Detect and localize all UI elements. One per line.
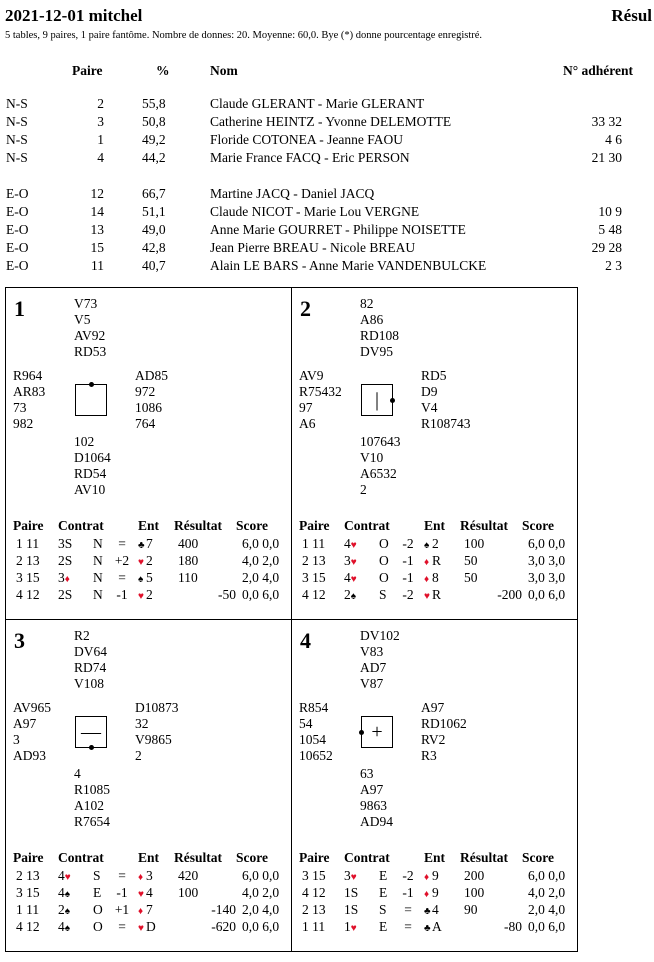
results-header-ent: Ent (138, 518, 160, 533)
result-pairs: 4 12 (302, 885, 326, 900)
board-number: 2 (300, 296, 311, 321)
result-score-ns: 50 (464, 553, 478, 568)
board-number: 1 (14, 296, 25, 321)
result-score-ew: -620 (211, 919, 236, 934)
result-lead-suit: ♣ (424, 923, 431, 934)
board-4 (291, 619, 578, 952)
ranking-pair-number: 14 (90, 204, 104, 219)
results-header-contrat: Contrat (58, 850, 104, 865)
board-2 (291, 287, 578, 620)
results-header-paire: Paire (299, 518, 330, 533)
board-number: 3 (14, 628, 25, 653)
hand-north (360, 628, 400, 692)
result-pairs: 3 15 (16, 570, 40, 585)
hand-north-suit: V83 (360, 644, 384, 659)
results-header-resultat: Résultat (174, 850, 222, 865)
result-score-ns: 50 (464, 570, 478, 585)
results-header-ent: Ent (424, 518, 446, 533)
ranking-names: Marie France FACQ - Eric PERSON (210, 150, 410, 165)
result-contract: 3♦ (58, 570, 70, 585)
result-points: 0,0 6,0 (528, 919, 566, 934)
result-tricks: -2 (402, 536, 414, 551)
hand-east-suit: AD85 (135, 368, 168, 383)
ranking-pair-number: 2 (97, 96, 104, 111)
hand-east-suit: 32 (135, 716, 149, 731)
result-lead-suit: ♥ (138, 889, 144, 900)
ranking-member-numbers: 29 28 (591, 240, 622, 255)
board-1 (5, 287, 292, 620)
ranking-member-numbers: 21 30 (591, 150, 622, 165)
result-points: 4,0 2,0 (242, 553, 280, 568)
result-pairs: 1 11 (302, 536, 326, 551)
result-score-ns: 420 (178, 868, 199, 883)
ranking-direction: N-S (6, 150, 28, 165)
result-pairs: 3 15 (302, 570, 326, 585)
result-lead-suit: ♥ (138, 557, 144, 568)
hand-east-suit: 972 (135, 384, 156, 399)
ranking-percent: 44,2 (142, 150, 166, 165)
col-header-paire: Paire (72, 63, 103, 78)
result-lead-card: 4 (146, 885, 153, 900)
result-tricks: = (118, 570, 126, 585)
ranking-direction: N-S (6, 96, 28, 111)
hand-south-suit: 107643 (360, 434, 401, 449)
result-score-ns: 110 (178, 570, 198, 585)
result-contract: 4♥ (344, 536, 357, 551)
result-score-ew: -50 (218, 587, 236, 602)
result-declarer: E (379, 868, 388, 883)
vulnerability-icon: | (374, 389, 379, 411)
result-tricks: -1 (116, 885, 128, 900)
result-points: 3,0 3,0 (528, 570, 566, 585)
ranking-pair-number: 11 (91, 258, 104, 273)
hand-north-suit: AV92 (74, 328, 106, 343)
hand-north-suit: 82 (360, 296, 374, 311)
hand-west-suit: AD93 (13, 748, 46, 763)
hand-south-suit: A97 (360, 782, 384, 797)
result-pairs: 1 11 (302, 919, 326, 934)
result-score-ns: 180 (178, 553, 199, 568)
result-lead-card: 5 (146, 570, 153, 585)
ranking-direction: E-O (6, 204, 29, 219)
hand-south (360, 766, 393, 830)
hand-west-suit: 1054 (299, 732, 326, 747)
result-declarer: O (93, 902, 103, 917)
result-lead-suit: ♠ (138, 574, 144, 585)
result-declarer: E (379, 885, 388, 900)
hand-west-suit: A97 (13, 716, 37, 731)
result-lead-card: 9 (432, 885, 439, 900)
result-lead-suit: ♥ (424, 591, 430, 602)
result-lead-card: 2 (146, 553, 153, 568)
result-points: 4,0 2,0 (528, 885, 566, 900)
hand-south (360, 434, 401, 498)
result-lead-card: A (432, 919, 442, 934)
hand-east-suit: RV2 (421, 732, 446, 747)
result-lead-suit: ♥ (138, 923, 144, 934)
result-lead-suit: ♦ (138, 872, 144, 883)
result-points: 2,0 4,0 (528, 902, 566, 917)
result-pairs: 1 11 (16, 902, 40, 917)
ranking-percent: 49,0 (142, 222, 166, 237)
hand-south-suit: 102 (74, 434, 95, 449)
hand-south-suit: A6532 (360, 466, 397, 481)
result-score-ns: 100 (178, 885, 199, 900)
result-lead-card: 2 (432, 536, 439, 551)
ranking-names: Claude NICOT - Marie Lou VERGNE (210, 204, 420, 219)
hand-west (299, 368, 342, 432)
hand-east (421, 368, 471, 432)
hand-east-suit: 2 (135, 748, 142, 763)
result-declarer: E (379, 919, 388, 934)
hand-west-suit: AV965 (13, 700, 52, 715)
hand-south-suit: 2 (360, 482, 367, 497)
ranking-direction: E-O (6, 240, 29, 255)
ranking-direction: E-O (6, 258, 29, 273)
result-lead-suit: ♦ (424, 872, 430, 883)
result-lead-suit: ♦ (138, 906, 144, 917)
result-contract: 1S (344, 885, 359, 900)
hand-east-suit: 1086 (135, 400, 162, 415)
hand-south-suit: 4 (74, 766, 81, 781)
result-declarer: O (379, 570, 389, 585)
result-declarer: S (379, 902, 387, 917)
hand-west-suit: AR83 (13, 384, 46, 399)
hand-west-suit: R75432 (299, 384, 342, 399)
result-score-ns: 200 (464, 868, 485, 883)
hand-north-suit: DV102 (360, 628, 400, 643)
hand-west (13, 368, 45, 432)
hand-west-suit: 982 (13, 416, 34, 431)
ranking-pair-number: 4 (97, 150, 104, 165)
hand-south-suit: V10 (360, 450, 384, 465)
results-header-resultat: Résultat (174, 518, 222, 533)
result-tricks: -1 (402, 553, 414, 568)
result-lead-suit: ♣ (138, 540, 145, 551)
result-points: 6,0 0,0 (528, 536, 566, 551)
result-pairs: 4 12 (16, 587, 40, 602)
hand-west-suit: R964 (13, 368, 43, 383)
hand-north (74, 296, 106, 360)
ranking-percent: 42,8 (142, 240, 166, 255)
hand-north-suit: AD7 (360, 660, 387, 675)
compass-box (361, 384, 393, 416)
result-tricks: = (404, 902, 412, 917)
ranking-direction: N-S (6, 114, 28, 129)
result-pairs: 2 13 (16, 868, 40, 883)
results-header-contrat: Contrat (344, 518, 390, 533)
board-number: 4 (300, 628, 311, 653)
hand-south-suit: R7654 (74, 814, 111, 829)
result-declarer: E (93, 885, 102, 900)
result-lead-card: 2 (146, 587, 153, 602)
hand-east (421, 700, 467, 764)
result-lead-suit: ♦ (424, 889, 430, 900)
ranking-percent: 40,7 (142, 258, 166, 273)
result-lead-suit: ♦ (424, 574, 430, 585)
hand-south-suit: R1085 (74, 782, 111, 797)
results-header-paire: Paire (13, 850, 44, 865)
hand-north-suit: R2 (74, 628, 90, 643)
hand-south-suit: A102 (74, 798, 104, 813)
result-tricks: = (118, 919, 126, 934)
hand-west (299, 700, 333, 764)
result-score-ew: -80 (504, 919, 522, 934)
result-contract: 2♠ (58, 902, 71, 917)
result-declarer: N (93, 553, 103, 568)
results-header-ent: Ent (138, 850, 160, 865)
result-contract: 2S (58, 587, 73, 602)
hand-east-suit: A97 (421, 700, 445, 715)
hand-east (135, 368, 168, 432)
results-header-contrat: Contrat (58, 518, 104, 533)
result-contract: 4♥ (58, 868, 71, 883)
result-tricks: -1 (402, 570, 414, 585)
result-declarer: N (93, 536, 103, 551)
result-score-ns: 100 (464, 536, 485, 551)
result-tricks: = (118, 536, 126, 551)
result-lead-suit: ♦ (424, 557, 430, 568)
hand-south-suit: AV10 (74, 482, 106, 497)
page-title-right: Résul (611, 6, 652, 25)
ranking-percent: 66,7 (142, 186, 166, 201)
ranking-member-numbers: 10 9 (598, 204, 622, 219)
hand-east-suit: R3 (421, 748, 437, 763)
hand-east-suit: D10873 (135, 700, 179, 715)
col-header-nom: Nom (210, 63, 238, 78)
result-score-ew: -140 (211, 902, 236, 917)
result-lead-card: D (146, 919, 156, 934)
result-pairs: 2 13 (16, 553, 40, 568)
hand-north-suit: A86 (360, 312, 384, 327)
result-lead-suit: ♣ (424, 906, 431, 917)
compass-box (75, 384, 107, 416)
result-points: 0,0 6,0 (528, 587, 566, 602)
ranking-pair-number: 12 (90, 186, 104, 201)
hand-west-suit: 97 (299, 400, 313, 415)
result-points: 4,0 2,0 (242, 885, 280, 900)
hand-north-suit: RD74 (74, 660, 107, 675)
ranking-percent: 51,1 (142, 204, 166, 219)
result-pairs: 2 13 (302, 553, 326, 568)
result-tricks: = (118, 868, 126, 883)
result-pairs: 3 15 (16, 885, 40, 900)
result-points: 2,0 4,0 (242, 902, 280, 917)
ranking-names: Catherine HEINTZ - Yvonne DELEMOTTE (210, 114, 452, 129)
result-pairs: 1 11 (16, 536, 40, 551)
result-contract: 1S (344, 902, 359, 917)
page-subtitle: 5 tables, 9 paires, 1 paire fantôme. Nombre de donnes: 20. Moyenne: 60,0. Bye (*) donne pourcentage enregistré. (5, 30, 483, 41)
hand-north (360, 296, 399, 360)
results-header-resultat: Résultat (460, 518, 508, 533)
result-lead-suit: ♠ (424, 540, 430, 551)
hand-east-suit: D9 (421, 384, 438, 399)
hand-north-suit: RD108 (360, 328, 400, 343)
hand-north-suit: V5 (74, 312, 91, 327)
ranking-direction: E-O (6, 222, 29, 237)
dealer-dot-icon (89, 382, 94, 387)
result-score-ns: 100 (464, 885, 485, 900)
result-declarer: O (379, 553, 389, 568)
result-points: 3,0 3,0 (528, 553, 566, 568)
hand-west (13, 700, 51, 764)
result-points: 0,0 6,0 (242, 919, 280, 934)
result-lead-card: 7 (146, 536, 153, 551)
result-tricks: -2 (402, 587, 414, 602)
hand-west-suit: A6 (299, 416, 316, 431)
board-3 (5, 619, 292, 952)
result-declarer: S (93, 868, 101, 883)
result-points: 6,0 0,0 (528, 868, 566, 883)
results-header-score: Score (522, 850, 554, 865)
hand-east-suit: RD5 (421, 368, 447, 383)
results-header-contrat: Contrat (344, 850, 390, 865)
hand-south-suit: AD94 (360, 814, 393, 829)
ranking-names: Floride COTONEA - Jeanne FAOU (210, 132, 403, 147)
hand-south (74, 766, 110, 830)
result-tricks: -1 (116, 587, 128, 602)
result-lead-card: 9 (432, 868, 439, 883)
dealer-dot-icon (89, 745, 94, 750)
compass-box (75, 716, 107, 748)
hand-west-suit: R854 (299, 700, 329, 715)
result-contract: 2♠ (344, 587, 357, 602)
vulnerability-icon: — (81, 721, 101, 743)
hand-west-suit: 10652 (299, 748, 333, 763)
result-tricks: = (404, 919, 412, 934)
ranking-member-numbers: 4 6 (605, 132, 622, 147)
hand-north-suit: DV95 (360, 344, 393, 359)
result-lead-suit: ♥ (138, 591, 144, 602)
results-header-score: Score (236, 518, 268, 533)
ranking-names: Martine JACQ - Daniel JACQ (210, 186, 375, 201)
result-contract: 4♠ (58, 885, 71, 900)
hand-west-suit: AV9 (299, 368, 324, 383)
ranking-names: Jean Pierre BREAU - Nicole BREAU (210, 240, 416, 255)
hand-north-suit: DV64 (74, 644, 107, 659)
result-pairs: 4 12 (16, 919, 40, 934)
result-tricks: -1 (402, 885, 414, 900)
ranking-member-numbers: 33 32 (591, 114, 622, 129)
hand-south-suit: RD54 (74, 466, 107, 481)
result-contract: 3♥ (344, 553, 357, 568)
result-pairs: 2 13 (302, 902, 326, 917)
ranking-member-numbers: 2 3 (605, 258, 622, 273)
result-points: 6,0 0,0 (242, 868, 280, 883)
result-contract: 2S (58, 553, 73, 568)
result-tricks: +1 (114, 902, 130, 917)
results-header-ent: Ent (424, 850, 446, 865)
result-points: 2,0 4,0 (242, 570, 280, 585)
result-score-ns: 90 (464, 902, 478, 917)
result-lead-card: 7 (146, 902, 153, 917)
col-header-adherent: N° adhérent (563, 63, 634, 78)
hand-west-suit: 73 (13, 400, 27, 415)
result-lead-card: 3 (146, 868, 153, 883)
result-score-ew: -200 (497, 587, 522, 602)
hand-west-suit: 3 (13, 732, 20, 747)
result-score-ns: 400 (178, 536, 199, 551)
result-pairs: 3 15 (302, 868, 326, 883)
compass-box (361, 716, 393, 748)
col-header-pct: % (156, 63, 170, 78)
hand-south (74, 434, 111, 498)
result-declarer: O (93, 919, 103, 934)
ranking-percent: 55,8 (142, 96, 166, 111)
vulnerability-icon: + (371, 721, 383, 743)
results-header-score: Score (522, 518, 554, 533)
hand-north-suit: V73 (74, 296, 98, 311)
hand-east-suit: V9865 (135, 732, 172, 747)
result-points: 0,0 6,0 (242, 587, 280, 602)
result-contract: 4♠ (58, 919, 71, 934)
result-declarer: N (93, 570, 103, 585)
ranking-direction: N-S (6, 132, 28, 147)
page-title: 2021-12-01 mitchel (5, 6, 143, 25)
result-contract: 1♥ (344, 919, 357, 934)
result-pairs: 4 12 (302, 587, 326, 602)
ranking-names: Anne Marie GOURRET - Philippe NOISETTE (210, 222, 466, 237)
result-declarer: N (93, 587, 103, 602)
hand-east-suit: RD1062 (421, 716, 467, 731)
ranking-pair-number: 13 (90, 222, 104, 237)
result-contract: 4♥ (344, 570, 357, 585)
result-lead-card: R (432, 553, 442, 568)
hand-east-suit: 764 (135, 416, 156, 431)
hand-south-suit: 63 (360, 766, 374, 781)
ranking-percent: 50,8 (142, 114, 166, 129)
ranking-pair-number: 1 (97, 132, 104, 147)
hand-east-suit: V4 (421, 400, 438, 415)
results-header-resultat: Résultat (460, 850, 508, 865)
result-contract: 3S (58, 536, 73, 551)
hand-north-suit: V108 (74, 676, 104, 691)
results-header-paire: Paire (13, 518, 44, 533)
hand-south-suit: D1064 (74, 450, 111, 465)
result-lead-card: 8 (432, 570, 439, 585)
hand-north-suit: V87 (360, 676, 384, 691)
ranking-names: Alain LE BARS - Anne Marie VANDENBULCKE (210, 258, 487, 273)
ranking-pair-number: 15 (90, 240, 104, 255)
ranking-pair-number: 3 (97, 114, 104, 129)
result-tricks: -2 (402, 868, 414, 883)
ranking-direction: E-O (6, 186, 29, 201)
ranking-names: Claude GLERANT - Marie GLERANT (210, 96, 425, 111)
hand-west-suit: 54 (299, 716, 313, 731)
results-header-paire: Paire (299, 850, 330, 865)
hand-north (74, 628, 107, 692)
hand-south-suit: 9863 (360, 798, 387, 813)
result-lead-card: 4 (432, 902, 439, 917)
result-contract: 3♥ (344, 868, 357, 883)
result-lead-card: R (432, 587, 442, 602)
hand-east (135, 700, 179, 764)
hand-east-suit: R108743 (421, 416, 471, 431)
result-points: 6,0 0,0 (242, 536, 280, 551)
result-declarer: O (379, 536, 389, 551)
results-header-score: Score (236, 850, 268, 865)
result-declarer: S (379, 587, 387, 602)
ranking-percent: 49,2 (142, 132, 166, 147)
hand-north-suit: RD53 (74, 344, 107, 359)
result-tricks: +2 (114, 553, 130, 568)
ranking-member-numbers: 5 48 (598, 222, 622, 237)
